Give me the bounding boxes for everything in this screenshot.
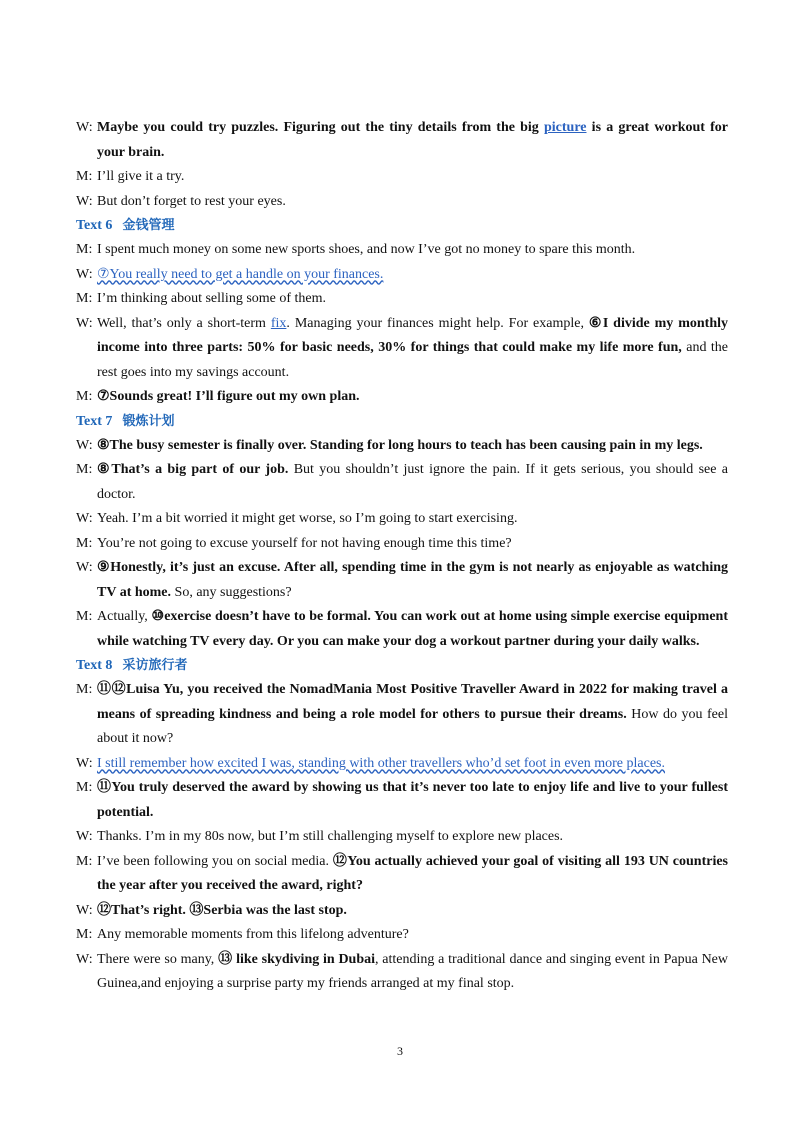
dialogue-line (76, 899, 728, 924)
dialogue-line (76, 385, 728, 410)
dialogue-text: I still remember how excited I was, standing with other travellers who’d set foot in even more places. (97, 755, 665, 771)
speaker-label: W: (76, 511, 93, 526)
dialogue-text: There were so many, (97, 951, 219, 967)
dialogue-text: ⑪⑫Luisa Yu, you received the NomadMania Most Positive Traveller Award in 2022 for making travel a means of spreading kindness and being a role model for others to pursue their dreams. (97, 682, 728, 722)
speaker-label: W: (76, 437, 93, 453)
dialogue-text: Maybe you could try puzzles. Figuring out the tiny details from the big (97, 120, 544, 135)
dialogue-text: I’m thinking about selling some of them. (97, 291, 327, 306)
dialogue-text: fix (270, 315, 287, 331)
dialogue-text: I’ll give it a try. (97, 169, 185, 184)
dialogue-text: ⑫You actually achieved your goal of visiting all 193 UN countries the year after you received the award, right? (97, 853, 728, 893)
dialogue-line (76, 825, 728, 850)
dialogue-text: Well, that’s only a short-term (97, 315, 271, 331)
speaker-label: M: (76, 609, 93, 624)
dialogue-line (76, 458, 728, 507)
section-heading-topic: 采访旅行者 (122, 658, 188, 673)
dialogue-line (76, 850, 728, 899)
speaker-label: M: (76, 462, 93, 477)
speaker-label: M: (76, 291, 93, 306)
dialogue-text: ⑨Honestly, it’s just an excuse. After all, spending time in the gym is not nearly as enjoyable as watching TV at home. (97, 560, 728, 600)
section-heading (76, 654, 728, 678)
dialogue-text: ⑪You truly deserved the award by showing us that it’s never too late to enjoy life and live to your fullest potential. (97, 780, 728, 820)
speaker-label: M: (76, 853, 93, 869)
dialogue-line (76, 165, 728, 190)
dialogue-text: But don’t forget to rest your eyes. (97, 193, 286, 209)
dialogue-text: ⑧That’s a big part of our job. (97, 462, 289, 477)
dialogue-text: picture (543, 120, 587, 135)
dialogue-line (76, 556, 728, 605)
dialogue-text: ⑦Sounds great! I’ll figure out my own plan. (97, 389, 360, 404)
dialogue-text: Actually, (97, 609, 152, 624)
dialogue-line (76, 434, 728, 459)
dialogue-text: and the rest goes into my savings account. (97, 340, 728, 380)
dialogue-line (76, 923, 728, 948)
dialogue-text: How do you feel about it now? (97, 706, 728, 746)
dialogue-line (76, 116, 728, 165)
speaker-label: W: (76, 315, 93, 331)
dialogue-line (76, 507, 728, 532)
speaker-label: M: (76, 389, 93, 404)
speaker-label: W: (76, 755, 93, 771)
dialogue-line (76, 190, 728, 215)
dialogue-line (76, 263, 728, 288)
dialogue-text: ⑦You really need to get a handle on your finances. (97, 266, 384, 282)
speaker-label: W: (76, 266, 93, 282)
dialogue-line (76, 312, 728, 386)
section-heading-topic: 锻炼计划 (122, 413, 175, 429)
dialogue-text: is a great workout for your brain. (97, 120, 728, 160)
speaker-label: W: (76, 951, 93, 967)
dialogue-text: Thanks. I’m in my 80s now, but I’m still challenging myself to explore new places. (97, 829, 564, 844)
dialogue-text: ⑥I divide my monthly income into three parts: 50% for basic needs, 30% for things that could make my life more fun, (97, 315, 729, 355)
dialogue-text: ⑬ like skydiving in Dubai (218, 951, 376, 967)
transcript-body (76, 116, 728, 997)
dialogue-text: But you shouldn’t just ignore the pain. If it gets serious, you should see a doctor. (97, 462, 728, 502)
speaker-label: M: (76, 927, 93, 942)
section-heading-label: Text 8 (76, 658, 113, 673)
speaker-label: W: (76, 193, 93, 209)
dialogue-line (76, 752, 728, 777)
dialogue-line (76, 776, 728, 825)
dialogue-text: I’ve been following you on social media. (97, 853, 333, 869)
dialogue-line (76, 605, 728, 654)
speaker-label: M: (76, 780, 93, 795)
dialogue-text: Any memorable moments from this lifelong adventure? (97, 927, 409, 942)
dialogue-text: So, any suggestions? (171, 584, 292, 600)
section-heading (76, 214, 728, 238)
page-number: 3 (397, 1044, 403, 1058)
dialogue-line (76, 238, 728, 263)
dialogue-text: . Managing your finances might help. For example, (286, 315, 589, 331)
speaker-label: W: (76, 829, 93, 844)
speaker-label: M: (76, 682, 93, 697)
dialogue-line (76, 948, 728, 997)
speaker-label: M: (76, 535, 93, 551)
speaker-label: W: (76, 902, 93, 918)
dialogue-text: ⑧The busy semester is finally over. Standing for long hours to teach has been causing pain in my legs. (97, 437, 703, 453)
section-heading (76, 410, 728, 434)
dialogue-text: ⑩exercise doesn’t have to be formal. You can work out at home using simple exercise equipment while watching TV every day. Or you can make your dog a workout partner during your daily walks. (97, 609, 728, 649)
dialogue-text: Yeah. I’m a bit worried it might get worse, so I’m going to start exercising. (97, 511, 518, 526)
dialogue-line (76, 287, 728, 312)
section-heading-label: Text 7 (76, 413, 113, 429)
dialogue-text: ⑫That’s right. ⑬Serbia was the last stop. (97, 902, 347, 918)
dialogue-text: I spent much money on some new sports shoes, and now I’ve got no money to spare this month. (97, 242, 636, 257)
section-heading-topic: 金钱管理 (122, 218, 175, 233)
dialogue-line (76, 678, 728, 752)
speaker-label: W: (76, 120, 93, 135)
speaker-label: M: (76, 242, 93, 257)
section-heading-label: Text 6 (76, 218, 113, 233)
dialogue-line (76, 532, 728, 557)
dialogue-text: , attending a traditional dance and singing event in Papua New Guinea,and enjoying a surprise party my friends arranged at my final stop. (97, 951, 728, 991)
speaker-label: M: (76, 169, 93, 184)
dialogue-text: You’re not going to excuse yourself for not having enough time this time? (97, 535, 512, 551)
speaker-label: W: (76, 560, 93, 575)
